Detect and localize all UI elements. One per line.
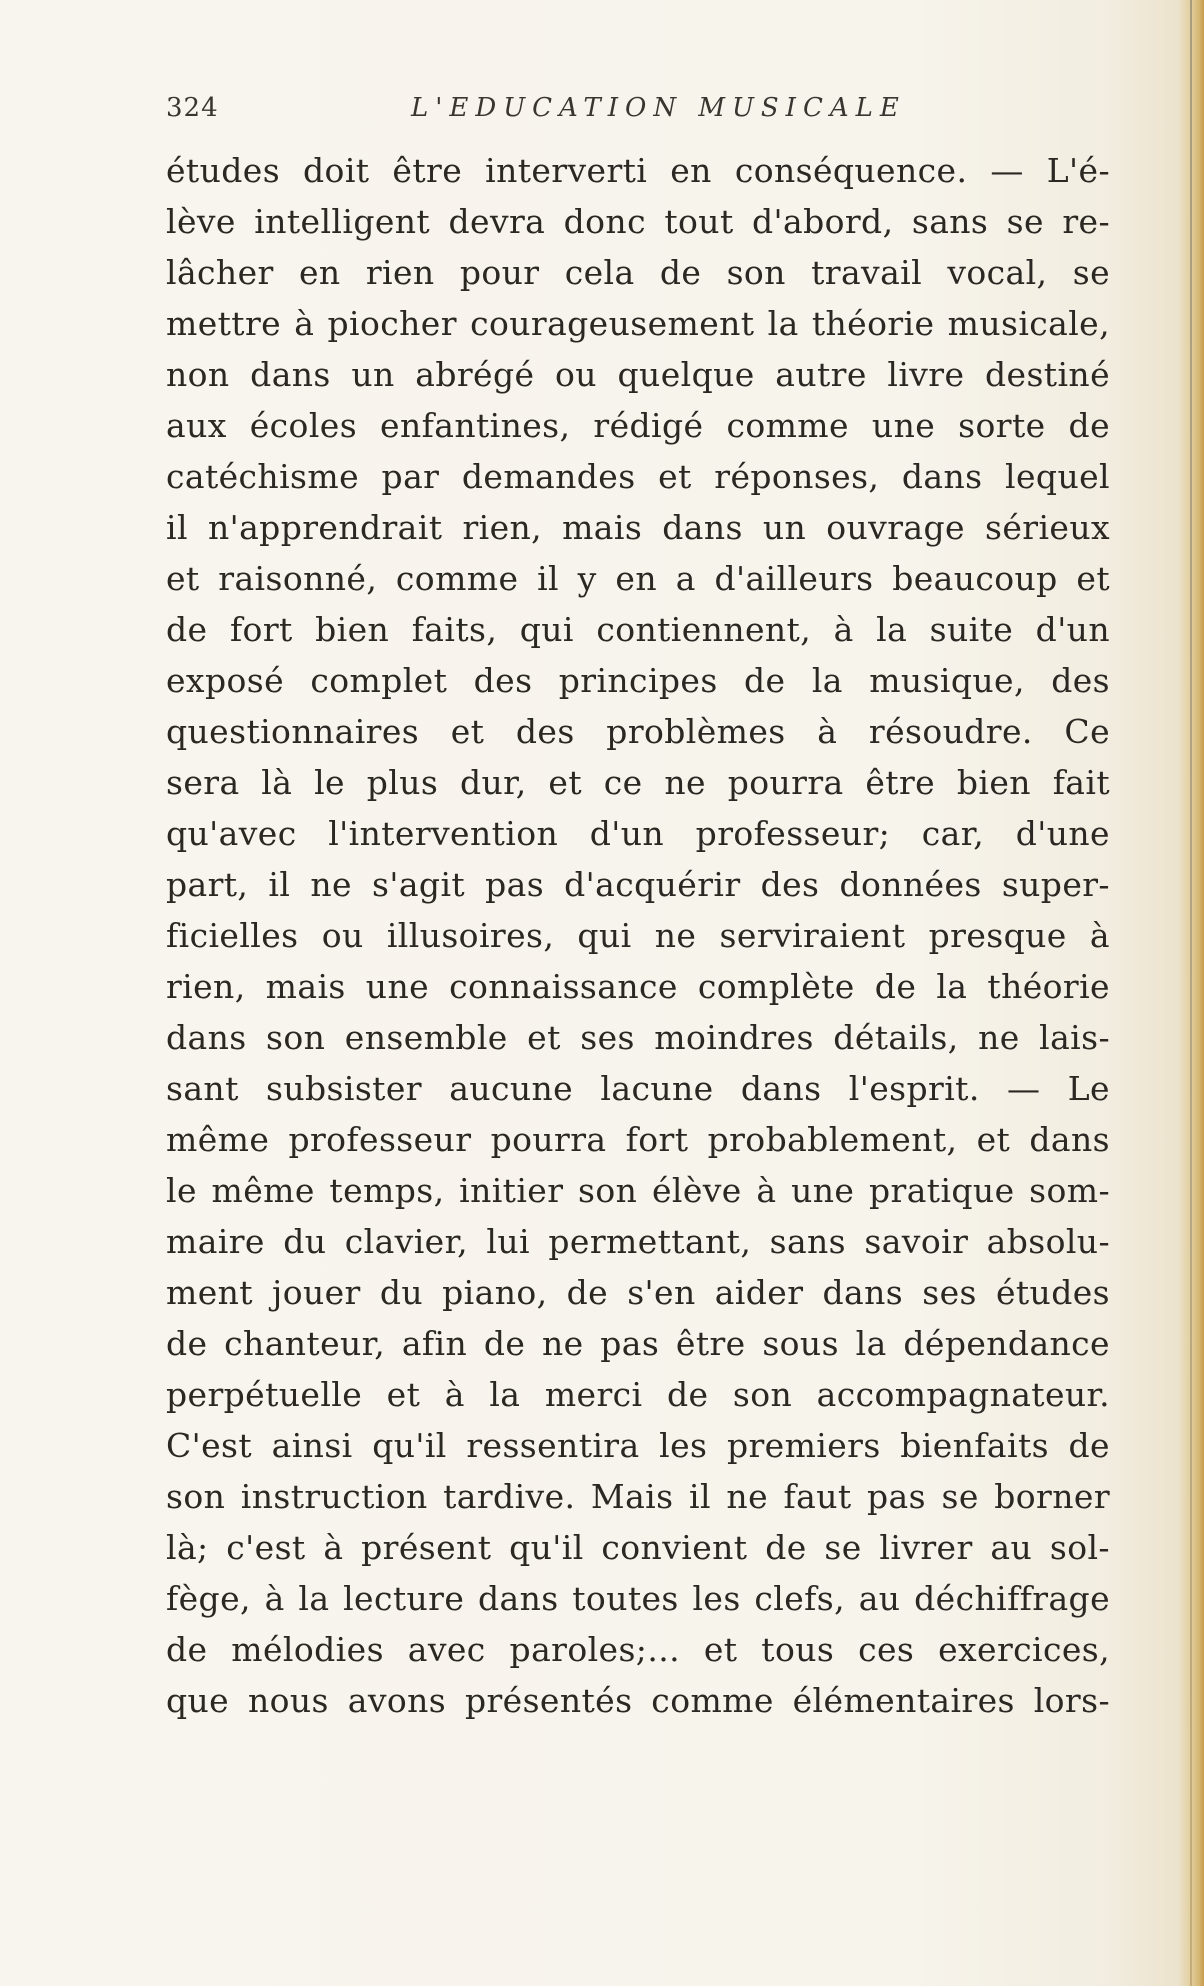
text-line: et raisonné, comme il y en a d'ailleurs beaucoup et (166, 559, 1110, 598)
page-header (166, 90, 1106, 126)
text-line: lâcher en rien pour cela de son travail vocal, se (166, 253, 1110, 292)
body-text (166, 145, 1110, 1726)
text-line: de mélodies avec paroles;... et tous ces exercices, (166, 1630, 1110, 1669)
text-line: ficielles ou illusoires, qui ne serviraient presque à (166, 916, 1110, 955)
text-line: non dans un abrégé ou quelque autre livre destiné (166, 355, 1110, 394)
text-line: de chanteur, afin de ne pas être sous la dépendance (166, 1324, 1110, 1363)
text-line: sera là le plus dur, et ce ne pourra être bien fait (166, 763, 1110, 802)
text-line: études doit être interverti en conséquence. — L'é- (166, 151, 1110, 190)
text-line: de fort bien faits, qui contiennent, à la suite d'un (166, 610, 1110, 649)
text-line: questionnaires et des problèmes à résoudre. Ce (166, 712, 1110, 751)
page-edge-line (1190, 0, 1192, 1986)
text-line: là; c'est à présent qu'il convient de se livrer au sol- (166, 1528, 1110, 1567)
text-line: qu'avec l'intervention d'un professeur; car, d'une (166, 814, 1110, 853)
text-line: ment jouer du piano, de s'en aider dans ses études (166, 1273, 1110, 1312)
running-title: L'EDUCATION MUSICALE (411, 93, 906, 123)
text-line: son instruction tardive. Mais il ne faut pas se borner (166, 1477, 1110, 1516)
text-line: perpétuelle et à la merci de son accompagnateur. (166, 1375, 1110, 1414)
text-line: part, il ne s'agit pas d'acquérir des données super- (166, 865, 1110, 904)
page-number: 324 (166, 93, 219, 123)
text-line: lève intelligent devra donc tout d'abord, sans se re- (166, 202, 1110, 241)
text-line: mettre à piocher courageusement la théorie musicale, (166, 304, 1110, 343)
text-line: aux écoles enfantines, rédigé comme une sorte de (166, 406, 1110, 445)
text-line: il n'apprendrait rien, mais dans un ouvrage sérieux (166, 508, 1110, 547)
text-line: C'est ainsi qu'il ressentira les premiers bienfaits de (166, 1426, 1110, 1465)
text-line: le même temps, initier son élève à une pratique som- (166, 1171, 1110, 1210)
text-line: dans son ensemble et ses moindres détails, ne lais- (166, 1018, 1110, 1057)
text-line: sant subsister aucune lacune dans l'esprit. — Le (166, 1069, 1110, 1108)
text-line: que nous avons présentés comme élémentaires lors- (166, 1681, 1110, 1720)
text-line: fège, à la lecture dans toutes les clefs, au déchiffrage (166, 1579, 1110, 1618)
text-line: rien, mais une connaissance complète de la théorie (166, 967, 1110, 1006)
text-line: catéchisme par demandes et réponses, dans lequel (166, 457, 1110, 496)
text-line: maire du clavier, lui permettant, sans savoir absolu- (166, 1222, 1110, 1261)
text-line: même professeur pourra fort probablement, et dans (166, 1120, 1110, 1159)
text-line: exposé complet des principes de la musique, des (166, 661, 1110, 700)
